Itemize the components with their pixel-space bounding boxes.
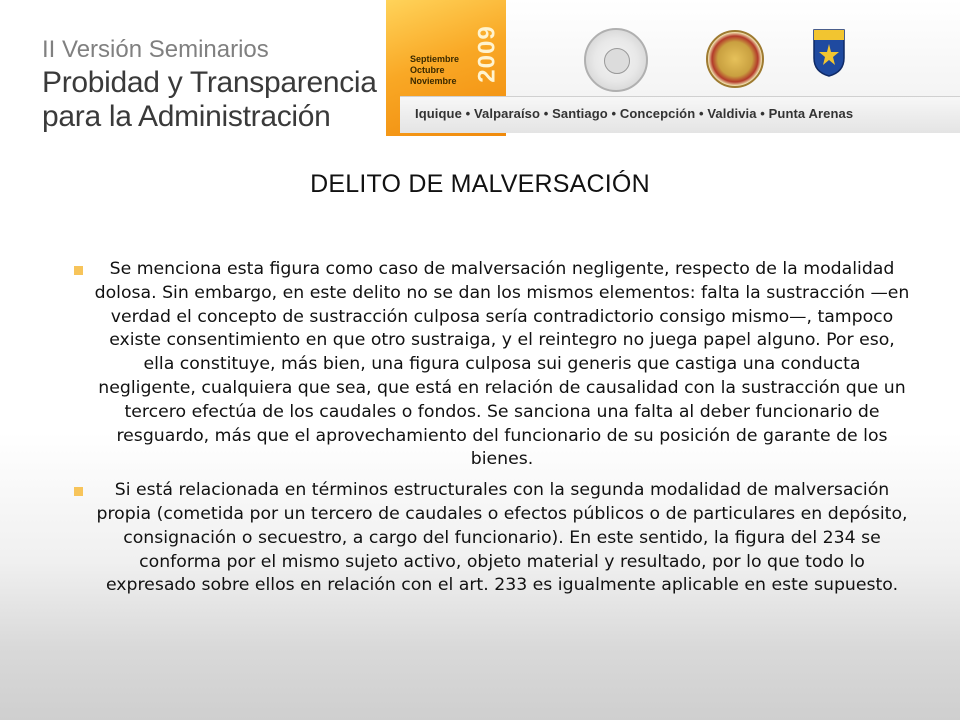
months-list — [410, 54, 459, 87]
series-name-line2: para la Administración — [42, 100, 331, 133]
month-label: Noviembre — [410, 76, 457, 86]
slide-content — [62, 258, 910, 605]
contraloria-seal-icon — [584, 28, 648, 92]
seminar-series-title — [42, 36, 382, 134]
cities-list: Iquique • Valparaíso • Santiago • Concepción • Valdivia • Punta Arenas — [415, 106, 854, 121]
slide-title: DELITO DE MALVERSACIÓN — [310, 170, 650, 198]
month-label: Septiembre — [410, 54, 460, 64]
series-name-line1: Probidad y Transparencia — [42, 66, 377, 99]
bullet-square-icon — [74, 487, 83, 496]
bullet-text: Se menciona esta figura como caso de malversación negligente, respecto de la modalidad dolosa. Sin embargo, en este delito no se dan los mismos elementos: falta la sustracción —en verdad el concepto de sustracción culposa sería contradictorio consigo mismo—, tampoco existe consentimiento en que otro sustraiga, y el reintegro no juega papel alguno. Por eso, ella constituye, más bien, una figura culposa sui generis que castiga una conducta negligente, cualquiera que sea, que está en relación de causalidad con la sustracción que un tercero efectúa de los caudales o fondos. Se sanciona una falta al deber funcionario de resguardo, más que el aprovechamiento del funcionario de su posición de garante de los bienes. — [94, 259, 910, 470]
series-edition: II Versión Seminarios — [42, 36, 269, 63]
university-shield-icon — [812, 28, 846, 78]
bullet-item — [62, 479, 910, 598]
year-label: 2009 — [474, 25, 502, 83]
bullet-square-icon — [74, 266, 83, 275]
bullet-item — [62, 258, 910, 472]
month-label: Octubre — [410, 65, 445, 75]
university-seal-icon — [706, 30, 764, 88]
bullet-text: Si está relacionada en términos estructurales con la segunda modalidad de malversación propia (cometida por un tercero de caudales o efectos públicos o de particulares en depósito, consignación o secuestro, a cargo del funcionario). En este sentido, la figura del 234 se conforma por el mismo sujeto activo, objeto material y resultado, por lo que todo lo expresado sobre ellos en relación con el art. 233 es igualmente aplicable en este supuesto. — [96, 480, 908, 596]
